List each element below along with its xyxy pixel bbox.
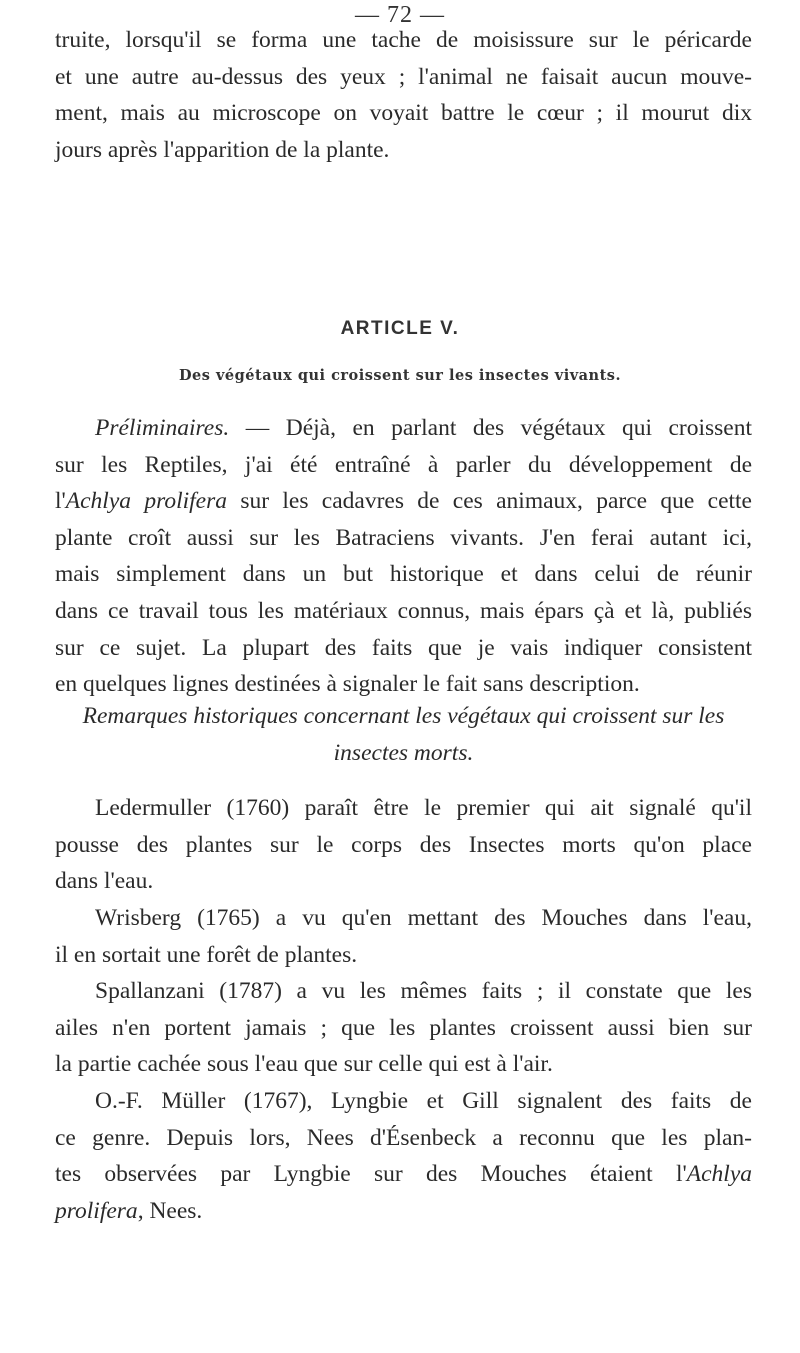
text-line: plante croît aussi sur les Batraciens vivants. J'en ferai autant ici, — [55, 524, 752, 551]
article-title: ARTICLE V. — [340, 318, 460, 339]
text-line: O.-F. Müller (1767), Lyngbie et Gill signalent des faits de — [95, 1088, 752, 1114]
text-line: en quelques lignes destinées à signaler le fait sans description. — [55, 671, 640, 698]
species-name: Achlya prolifera — [65, 488, 228, 515]
preliminaires-paragraph — [55, 410, 752, 703]
text-line: ailes n'en portent jamais ; que les plantes croissent aussi bien sur — [55, 1014, 752, 1041]
remarques-heading — [55, 698, 752, 771]
text-line: ment, mais au microscope on voyait battre le cœur ; il mourut dix — [55, 100, 752, 127]
preliminaires-label: Préliminaires. — [95, 415, 230, 441]
text-line: truite, lorsqu'il se forma une tache de moisissure sur le péricarde — [55, 27, 752, 53]
text-line: dans ce travail tous les matériaux connus, mais épars çà et là, publiés — [55, 597, 752, 624]
text-line: mais simplement dans un but historique et dans celui de réunir — [55, 561, 752, 588]
text-line: sur les Reptiles, j'ai été entraîné à parler du développement de — [55, 451, 752, 478]
section-subtitle: Des végétaux qui croissent sur les insectes vivants. — [178, 367, 622, 384]
text-line: ce genre. Depuis lors, Nees d'Ésenbeck a reconnu que les plan- — [55, 1124, 752, 1151]
text-line: l'Achlya prolifera sur les cadavres de ces animaux, parce que cette — [55, 488, 752, 515]
paragraph-ledermuller — [55, 790, 752, 900]
intro-paragraph — [55, 22, 752, 168]
text-line: et une autre au-dessus des yeux ; l'animal ne faisait aucun mouve- — [55, 63, 752, 90]
text-line: sur ce sujet. La plupart des faits que je vais indiquer consistent — [55, 634, 752, 661]
species-name: prolifera — [55, 1197, 138, 1224]
text-line: jours après l'apparition de la plante. — [55, 136, 390, 163]
text-line: Préliminaires. — Déjà, en parlant des végétaux qui croissent — [95, 415, 752, 441]
paragraph-spallanzani — [55, 973, 752, 1083]
text-line: Ledermuller (1760) paraît être le premier qui ait signalé qu'il — [95, 795, 752, 821]
text-line: pousse des plantes sur le corps des Insectes morts qu'on place — [55, 831, 752, 858]
remarques-title-line: Remarques historiques concernant les végétaux qui croissent sur les — [82, 703, 725, 729]
text-line: Wrisberg (1765) a vu qu'en mettant des Mouches dans l'eau, — [95, 905, 752, 931]
paragraph-wrisberg — [55, 900, 752, 973]
text-line: Spallanzani (1787) a vu les mêmes faits ; il constate que les — [95, 978, 752, 1004]
text-line: tes observées par Lyngbie sur des Mouches étaient l'Achlya — [55, 1161, 752, 1188]
text-line: prolifera, Nees. — [55, 1197, 203, 1224]
text-line: dans l'eau. — [55, 868, 154, 895]
text-line: il en sortait une forêt de plantes. — [55, 941, 358, 968]
remarques-title-line: insectes morts. — [333, 739, 474, 766]
species-name: Achlya — [686, 1161, 752, 1188]
page-number: — 72 — — [355, 2, 445, 28]
paragraph-muller — [55, 1083, 752, 1229]
text-line: la partie cachée sous l'eau que sur celle qui est à l'air. — [55, 1051, 553, 1078]
